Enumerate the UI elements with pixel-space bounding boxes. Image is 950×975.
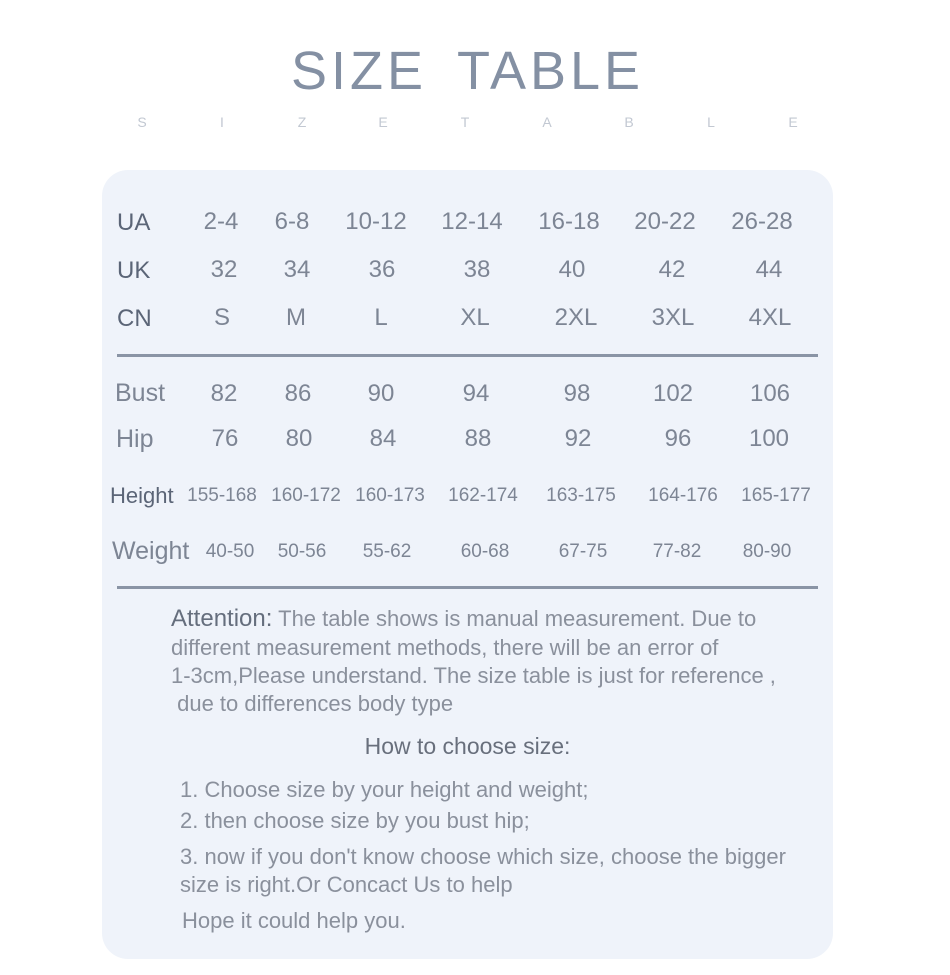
table-cell: 6-8 bbox=[274, 208, 310, 235]
howto-heading: How to choose size: bbox=[364, 733, 571, 759]
table-cell: 10-12 bbox=[345, 208, 407, 235]
table-cell: 80-90 bbox=[742, 541, 792, 562]
row-label-weight: Weight bbox=[112, 537, 190, 565]
subtitle-letter: Z bbox=[297, 114, 307, 130]
table-cell: 55-62 bbox=[362, 541, 412, 562]
table-cell: 2-4 bbox=[203, 208, 239, 235]
row-label-uk: UK bbox=[117, 257, 151, 284]
table-cell: 162-174 bbox=[448, 485, 518, 506]
table-cell: 42 bbox=[658, 256, 686, 283]
table-cell: 100 bbox=[748, 425, 790, 452]
table-cell: 12-14 bbox=[441, 208, 503, 235]
table-cell: 3XL bbox=[651, 304, 695, 331]
table-cell: 80 bbox=[285, 425, 313, 452]
table-cell: 163-175 bbox=[546, 485, 616, 506]
table-cell: 77-82 bbox=[652, 541, 702, 562]
table-cell: L bbox=[374, 304, 388, 331]
subtitle-letter: E bbox=[378, 114, 388, 130]
table-divider-top bbox=[117, 354, 818, 357]
table-cell: 160-172 bbox=[271, 485, 341, 506]
howto-step: 2. then choose size by you bust hip; bbox=[180, 808, 530, 833]
table-cell: 40-50 bbox=[205, 541, 255, 562]
table-divider-bottom bbox=[117, 586, 818, 589]
table-cell: 26-28 bbox=[731, 208, 793, 235]
row-label-bust: Bust bbox=[115, 379, 166, 407]
table-cell: 67-75 bbox=[558, 541, 608, 562]
table-cell: M bbox=[286, 304, 306, 331]
subtitle-letter: I bbox=[220, 114, 224, 130]
table-cell: XL bbox=[460, 304, 490, 331]
table-cell: 82 bbox=[210, 380, 238, 407]
howto-closing: Hope it could help you. bbox=[182, 908, 406, 933]
attention-line bbox=[171, 605, 756, 633]
table-cell: 2XL bbox=[554, 304, 598, 331]
subtitle-letter: A bbox=[542, 114, 552, 130]
table-cell: 34 bbox=[283, 256, 311, 283]
subtitle-letter: T bbox=[460, 114, 470, 130]
howto-step: size is right.Or Concact Us to help bbox=[180, 872, 513, 897]
attention-line: different measurement methods, there will be an error of bbox=[171, 635, 719, 660]
subtitle-letter: E bbox=[788, 114, 798, 130]
table-cell: 92 bbox=[564, 425, 592, 452]
table-cell: 155-168 bbox=[187, 485, 257, 506]
row-label-cn: CN bbox=[117, 305, 152, 332]
attention-line: due to differences body type bbox=[171, 691, 454, 716]
table-cell: 76 bbox=[211, 425, 239, 452]
table-cell: 102 bbox=[652, 380, 694, 407]
attention-line: 1-3cm,Please understand. The size table is just for reference , bbox=[171, 663, 776, 688]
table-cell: 86 bbox=[284, 380, 312, 407]
table-cell: 20-22 bbox=[634, 208, 696, 235]
howto-step: 1. Choose size by your height and weight; bbox=[180, 777, 589, 802]
table-cell: 16-18 bbox=[538, 208, 600, 235]
table-cell: 160-173 bbox=[355, 485, 425, 506]
table-cell: 106 bbox=[749, 380, 791, 407]
row-label-ua: UA bbox=[117, 209, 151, 236]
attention-heading: Attention: bbox=[171, 605, 273, 632]
attention-text: The table shows is manual measurement. Due to bbox=[278, 606, 757, 631]
table-cell: 94 bbox=[462, 380, 490, 407]
table-cell: 98 bbox=[563, 380, 591, 407]
subtitle-letter: B bbox=[624, 114, 634, 130]
subtitle-spaced-letters bbox=[0, 114, 950, 134]
table-cell: 165-177 bbox=[741, 485, 811, 506]
row-label-height: Height bbox=[110, 483, 174, 508]
page-title: SIZE TABLE bbox=[290, 41, 645, 101]
table-cell: 50-56 bbox=[277, 541, 327, 562]
howto-step: 3. now if you don't know choose which size, choose the bigger bbox=[180, 844, 786, 869]
table-cell: 40 bbox=[558, 256, 586, 283]
table-cell: 88 bbox=[464, 425, 492, 452]
subtitle-letter: S bbox=[137, 114, 147, 130]
table-cell: 90 bbox=[367, 380, 395, 407]
table-cell: 4XL bbox=[748, 304, 792, 331]
table-cell: 164-176 bbox=[648, 485, 718, 506]
row-label-hip: Hip bbox=[116, 425, 154, 453]
table-cell: 96 bbox=[664, 425, 692, 452]
table-cell: 36 bbox=[368, 256, 396, 283]
subtitle-letter: L bbox=[707, 114, 715, 130]
table-cell: 60-68 bbox=[460, 541, 510, 562]
table-cell: 44 bbox=[755, 256, 783, 283]
table-cell: S bbox=[213, 304, 231, 331]
table-cell: 38 bbox=[463, 256, 491, 283]
table-cell: 32 bbox=[210, 256, 238, 283]
table-cell: 84 bbox=[369, 425, 397, 452]
size-table-card bbox=[102, 170, 833, 959]
